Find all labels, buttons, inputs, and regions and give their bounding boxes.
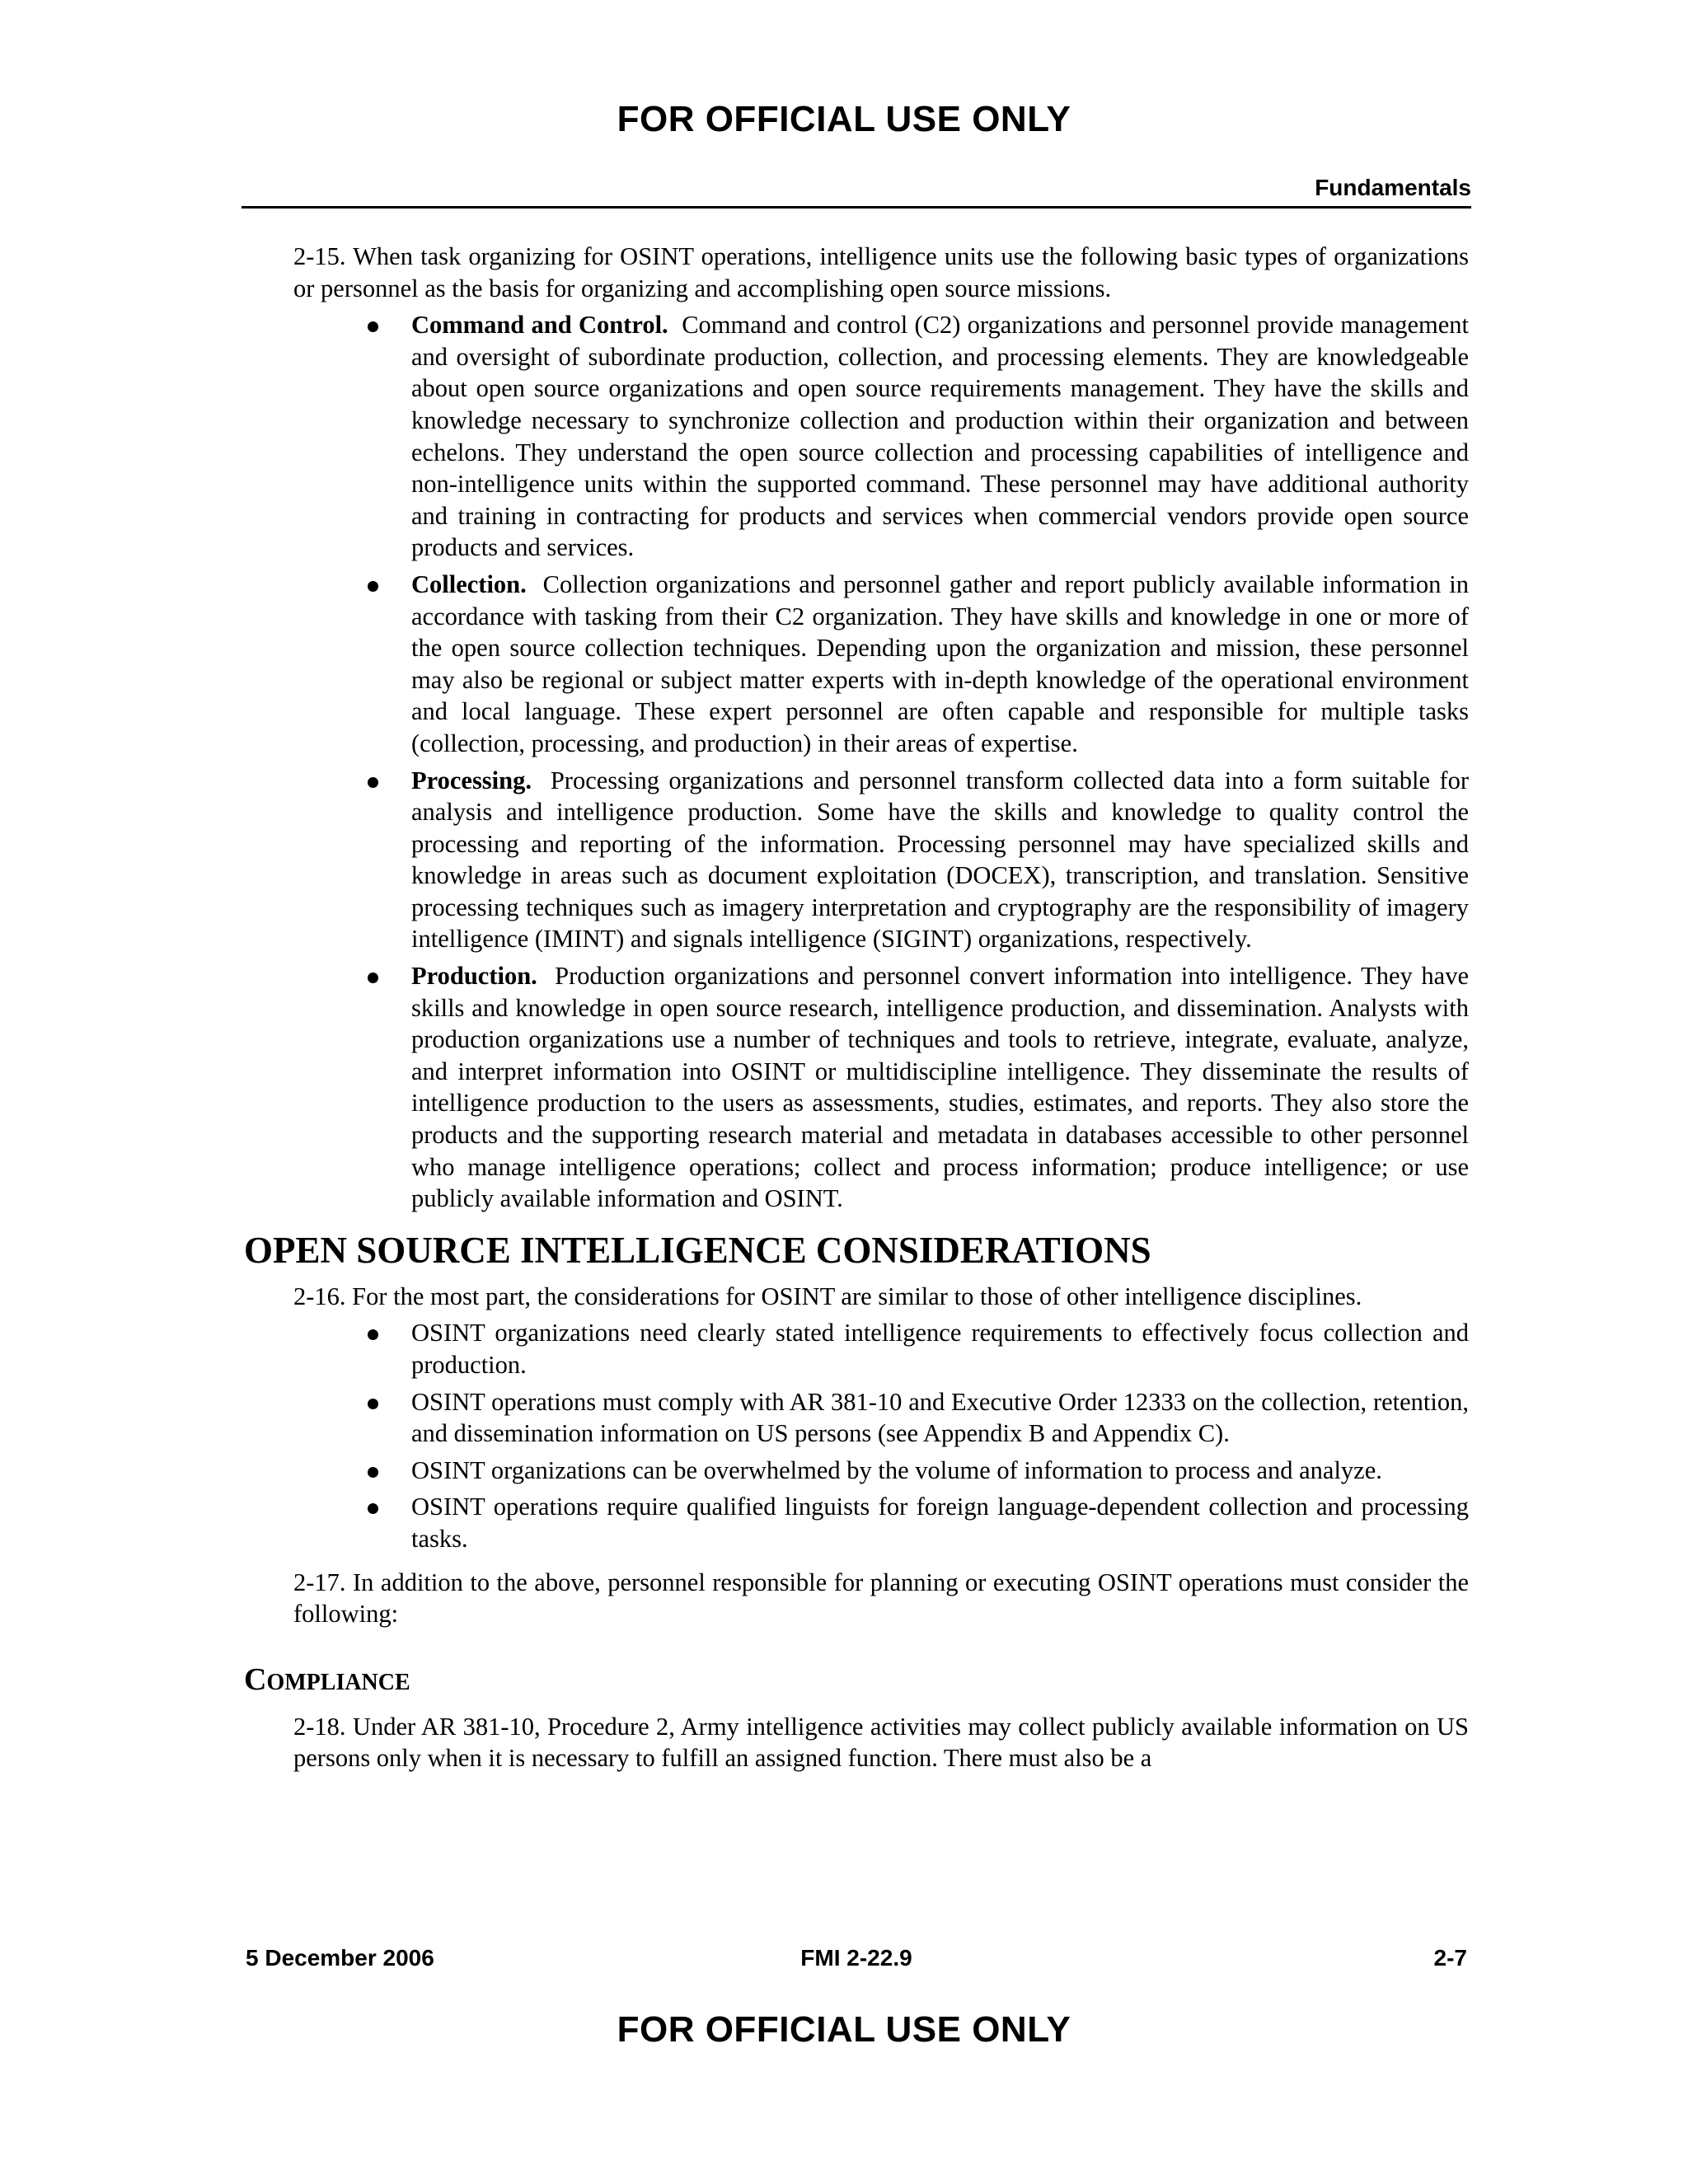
bullet-term: Production. (411, 962, 537, 991)
bullet-icon (368, 1503, 378, 1514)
list-item (411, 1317, 1469, 1380)
list-item (411, 960, 1469, 1215)
paragraph-2-17: 2-17. In addition to the above, personnel responsible for planning or executing OSINT operations must consider the following: (293, 1568, 1469, 1629)
bullet-term: Command and Control. (411, 311, 668, 340)
bullet-term: Processing. (411, 766, 532, 794)
list-item (411, 1491, 1469, 1554)
footer-doc-id: FMI 2-22.9 (800, 1945, 912, 1971)
bullet-icon (368, 581, 378, 592)
bullet-list-org-types (293, 309, 1469, 1215)
bullet-text: OSINT operations require qualified linguists for foreign language-dependent collection and processing tasks. (411, 1493, 1469, 1553)
bullet-icon (368, 1467, 378, 1478)
subheading-rest: OMPLIANCE (266, 1669, 410, 1695)
bullet-term: Collection. (411, 569, 527, 598)
bullet-icon (368, 1329, 378, 1340)
list-item (411, 765, 1469, 956)
list-item (411, 309, 1469, 564)
running-head: Fundamentals (241, 175, 1471, 209)
bullet-text: OSINT organizations can be overwhelmed by the volume of information to process and analyze. (411, 1455, 1382, 1484)
footer-page-number: 2-7 (1433, 1945, 1467, 1971)
bullet-icon (368, 1399, 378, 1409)
bullet-text: Production organizations and personnel convert information into intelligence. They have skills and knowledge in open source research, intelligence production, and dissemination. Analysts with production organizations use a number of techniques and tools to retrieve, integrate, evaluate, analyze, and interpret information into OSINT or multidiscipline intelligence. They disseminate the results of intelligence production to the users as assessments, studies, estimates, and reports. They also store the products and the supporting research material and metadata in databases accessible to other personnel who manage intelligence operations; collect and process information; produce intelligence; or use publicly available information and OSINT. (411, 962, 1469, 1213)
bullet-text: Command and control (C2) organizations and personnel provide management and oversight of subordinate production, collection, and processing elements. They are knowledgeable about open source organizations and open source requirements management. They have the skills and knowledge necessary to synchronize collection and production within their organization and between echelons. They understand the open source collection and processing capabilities of intelligence and non-intelligence units within the supported command. These personnel may have additional authority and training in contracting for products and services when commercial vendors provide open source products and services. (411, 311, 1470, 562)
section-heading: OPEN SOURCE INTELLIGENCE CONSIDERATIONS (244, 1229, 1151, 1271)
subheading-initial: C (244, 1661, 267, 1697)
paragraph-2-15: 2-15. When task organizing for OSINT operations, intelligence units use the following basic types of organizations or personnel as the basis for organizing and accomplishing open source missions. (293, 242, 1469, 302)
subheading-compliance (244, 1663, 1469, 1699)
bullet-text: OSINT operations must comply with AR 381-10 and Executive Order 12333 on the collection, retention, and dissemination information on US persons (see Appendix B and Appendix C). (411, 1387, 1469, 1448)
bullet-text: Processing organizations and personnel transform collected data into a form suitable for analysis and intelligence production. Some have the skills and knowledge to quality control the processing and reporting of the information. Processing personnel may have specialized skills and knowledge in areas such as document exploitation (DOCEX), transcription, and translation. Sensitive processing techniques such as imagery interpretation and cryptography are the responsibility of imagery intelligence (IMINT) and signals intelligence (SIGINT) organizations, respectively. (411, 766, 1469, 954)
bullet-icon (368, 321, 378, 332)
page-body (244, 241, 1470, 1774)
classification-banner-bottom: FOR OFFICIAL USE ONLY (617, 2009, 1071, 2050)
list-item (411, 1386, 1469, 1450)
list-item (411, 569, 1469, 760)
bullet-text: OSINT organizations need clearly stated intelligence requirements to effectively focus collection and production. (411, 1319, 1469, 1379)
bullet-icon (368, 777, 378, 788)
bullet-text: Collection organizations and personnel gather and report publicly available information in accordance with tasking from their C2 organization. They have skills and knowledge in one or more of the open source collection techniques. Depending upon the organization and mission, these personnel may also be regional or subject matter experts with in-depth knowledge of the operational environment and local language. These expert personnel are often capable and responsible for multiple tasks (collection, processing, and production) in their areas of expertise. (411, 569, 1469, 757)
list-item (411, 1455, 1469, 1487)
paragraph-2-16: 2-16. For the most part, the considerations for OSINT are similar to those of other intelligence disciplines. (293, 1282, 1362, 1310)
bullet-icon (368, 972, 378, 983)
footer-date: 5 December 2006 (246, 1945, 434, 1971)
paragraph-2-18: 2-18. Under AR 381-10, Procedure 2, Army intelligence activities may collect publicly available information on US persons only when it is necessary to fulfill an assigned function. There must also be a (293, 1712, 1469, 1773)
bullet-list-considerations (293, 1317, 1469, 1554)
classification-banner-top: FOR OFFICIAL USE ONLY (617, 99, 1071, 139)
